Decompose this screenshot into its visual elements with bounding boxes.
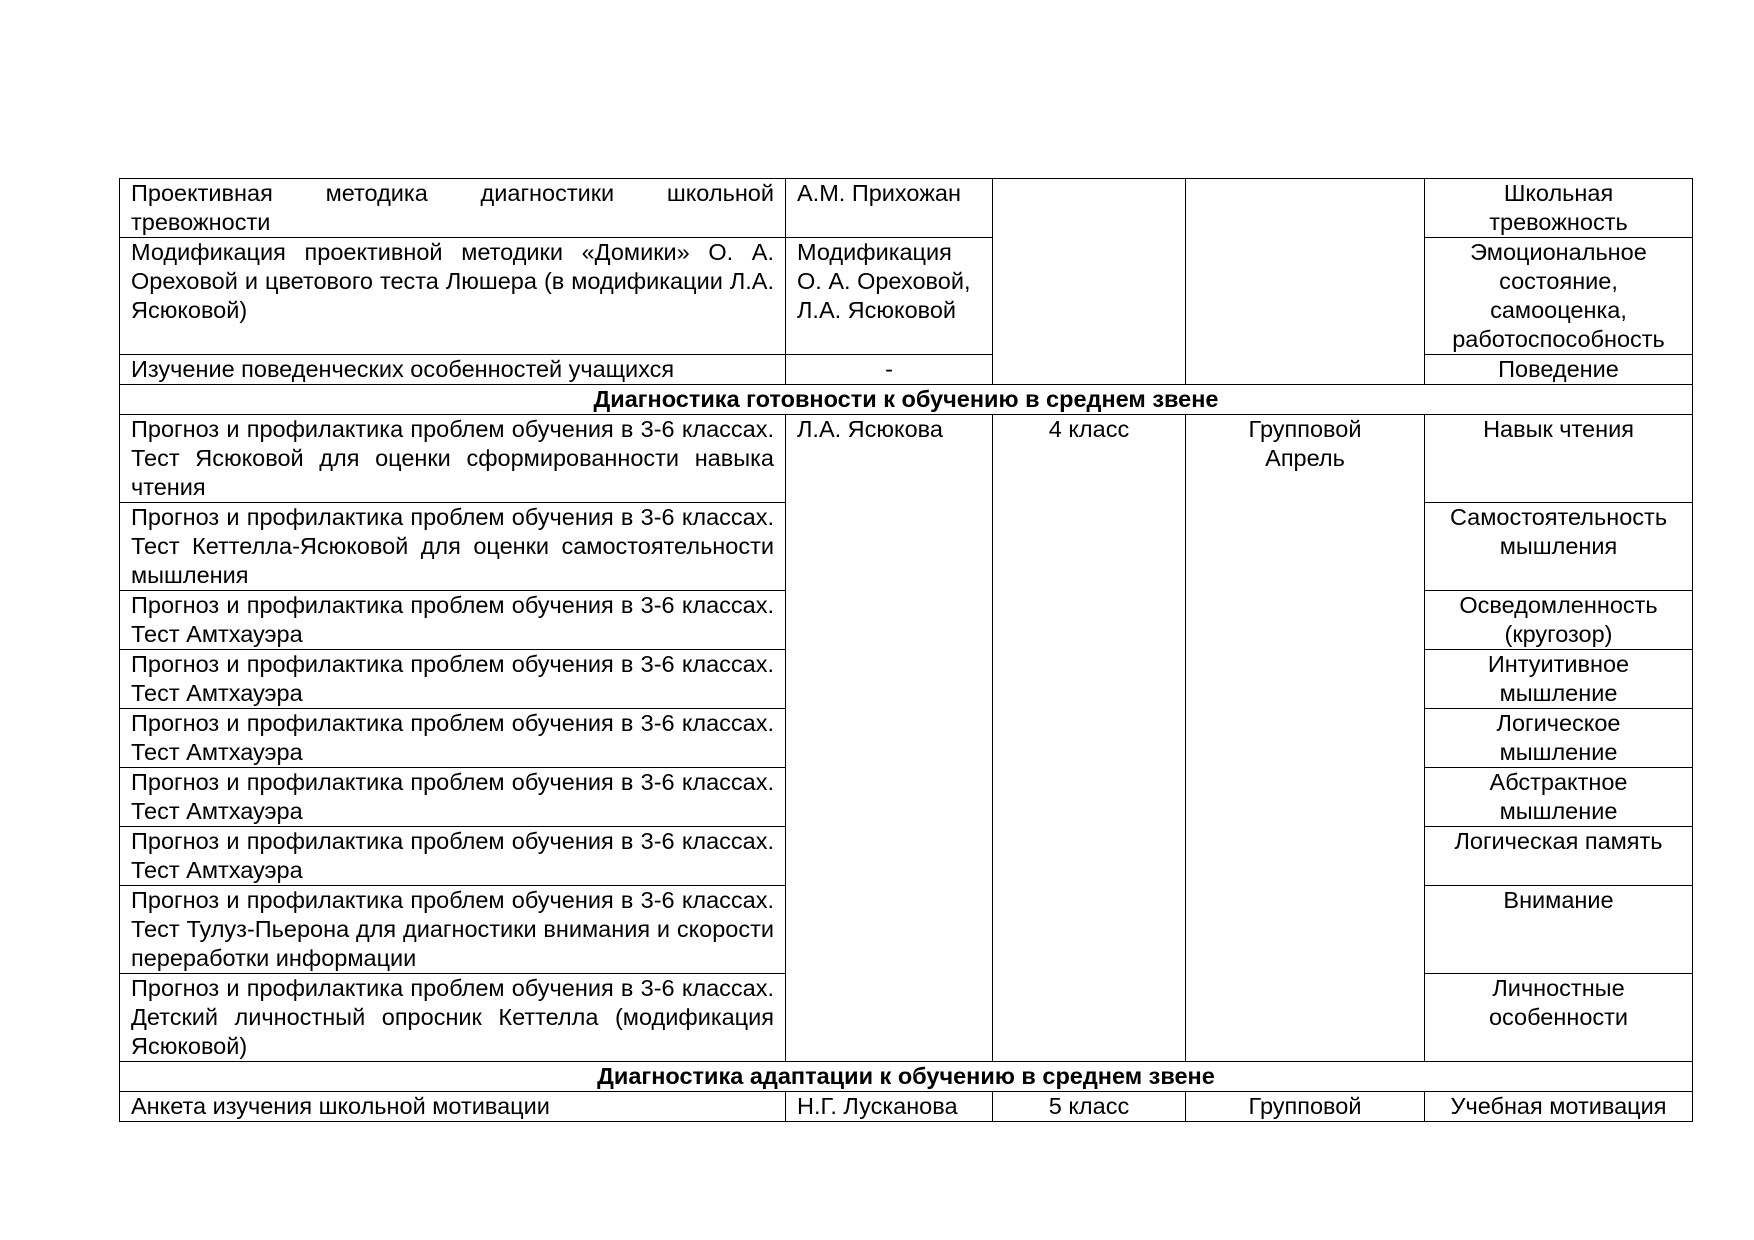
method-cell: Прогноз и профилактика проблем обучения в 3-6 классах. Тест Ясюковой для оценки сформированности навыка чтения <box>120 415 786 503</box>
method-cell: Прогноз и профилактика проблем обучения в 3-6 классах. Детский личностный опросник Кеттелла (модификация Ясюковой) <box>120 974 786 1062</box>
author-cell: Модификация О. А. Ореховой, Л.А. Ясюковой <box>786 238 993 355</box>
indicator-cell: Навык чтения <box>1425 415 1693 503</box>
indicator-cell: Учебная мотивация <box>1425 1092 1693 1122</box>
table-row <box>120 415 1693 503</box>
grade-cell-empty <box>993 179 1186 385</box>
form-cell: Групповой <box>1186 1092 1425 1122</box>
indicator-cell: Самостоятельность мышления <box>1425 503 1693 591</box>
method-cell: Прогноз и профилактика проблем обучения в 3-6 классах. Тест Амтхауэра <box>120 591 786 650</box>
author-cell: Н.Г. Лусканова <box>786 1092 993 1122</box>
diagnostics-table <box>119 178 1693 1122</box>
table-row <box>120 1092 1693 1122</box>
author-cell: - <box>786 355 993 385</box>
form-line: Апрель <box>1265 445 1345 471</box>
grade-cell: 5 класс <box>993 1092 1186 1122</box>
indicator-cell: Школьная тревожность <box>1425 179 1693 238</box>
method-cell: Проективная методика диагностики школьной тревожности <box>120 179 786 238</box>
indicator-cell: Поведение <box>1425 355 1693 385</box>
section-header-row <box>120 385 1693 415</box>
author-cell: Л.А. Ясюкова <box>786 415 993 1062</box>
method-cell: Прогноз и профилактика проблем обучения в 3-6 классах. Тест Амтхауэра <box>120 709 786 768</box>
section-header-row <box>120 1062 1693 1092</box>
method-cell: Изучение поведенческих особенностей учащихся <box>120 355 786 385</box>
indicator-cell: Логическая память <box>1425 827 1693 886</box>
section-title: Диагностика адаптации к обучению в среднем звене <box>120 1062 1693 1092</box>
author-cell: А.М. Прихожан <box>786 179 993 238</box>
form-line: Групповой <box>1248 416 1362 442</box>
table-row <box>120 179 1693 238</box>
indicator-cell: Интуитивное мышление <box>1425 650 1693 709</box>
grade-cell: 4 класс <box>993 415 1186 1062</box>
indicator-cell: Эмоциональное состояние, самооценка, работоспособность <box>1425 238 1693 355</box>
indicator-cell: Личностные особенности <box>1425 974 1693 1062</box>
indicator-cell: Логическое мышление <box>1425 709 1693 768</box>
indicator-cell: Абстрактное мышление <box>1425 768 1693 827</box>
form-cell <box>1186 415 1425 1062</box>
indicator-cell: Осведомленность (кругозор) <box>1425 591 1693 650</box>
indicator-cell: Внимание <box>1425 886 1693 974</box>
method-cell: Прогноз и профилактика проблем обучения в 3-6 классах. Тест Амтхауэра <box>120 827 786 886</box>
method-cell: Прогноз и профилактика проблем обучения в 3-6 классах. Тест Тулуз-Пьерона для диагностики внимания и скорости переработки информации <box>120 886 786 974</box>
section-title: Диагностика готовности к обучению в среднем звене <box>120 385 1693 415</box>
table-row <box>120 355 1693 385</box>
table-row <box>120 238 1693 355</box>
method-cell: Прогноз и профилактика проблем обучения в 3-6 классах. Тест Амтхауэра <box>120 650 786 709</box>
method-cell: Анкета изучения школьной мотивации <box>120 1092 786 1122</box>
form-cell-empty <box>1186 179 1425 385</box>
method-cell: Прогноз и профилактика проблем обучения в 3-6 классах. Тест Амтхауэра <box>120 768 786 827</box>
method-cell: Модификация проективной методики «Домики» О. А. Ореховой и цветового теста Люшера (в модификации Л.А. Ясюковой) <box>120 238 786 355</box>
method-cell: Прогноз и профилактика проблем обучения в 3-6 классах. Тест Кеттелла-Ясюковой для оценки самостоятельности мышления <box>120 503 786 591</box>
